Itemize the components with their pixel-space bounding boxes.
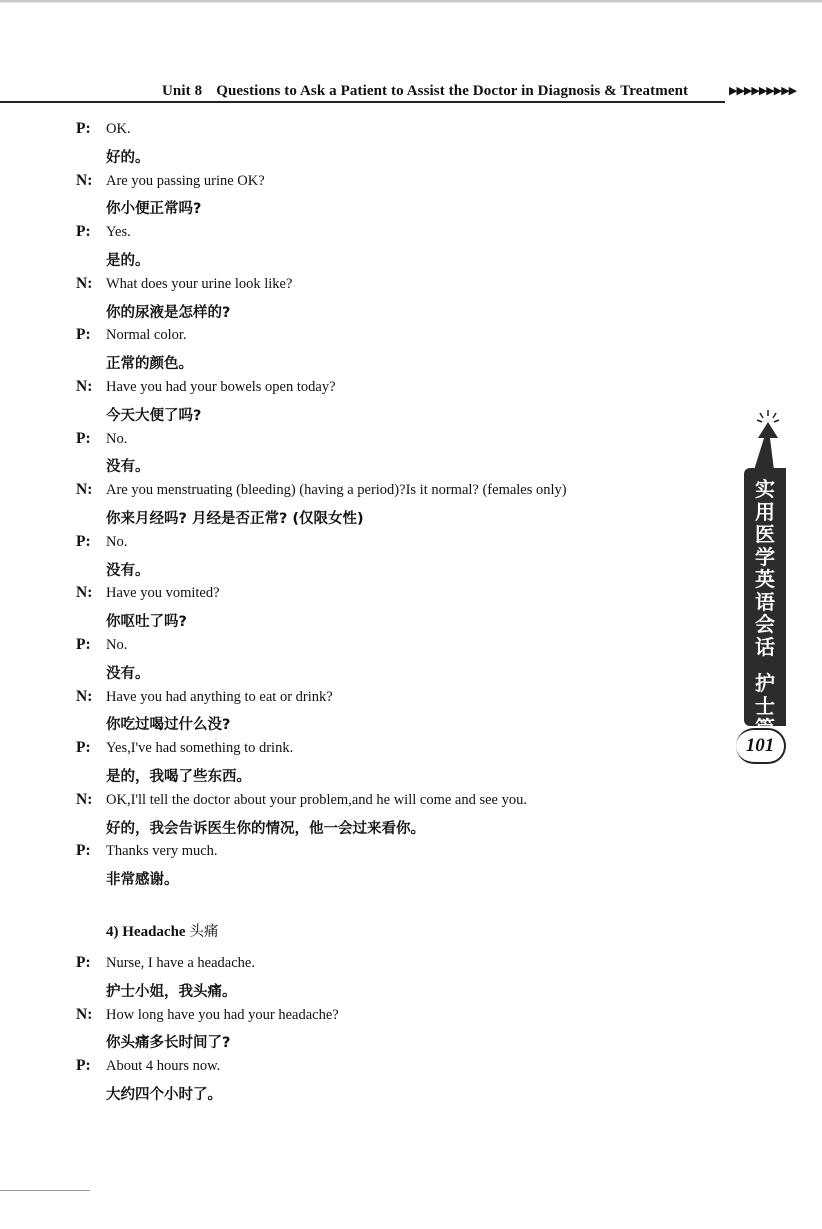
chinese-text: 你头痛多长时间了? [106, 1035, 231, 1052]
chinese-text: 正常的颜色。 [106, 356, 193, 373]
speaker-label: P: [76, 326, 91, 344]
dialog-line-en [76, 636, 716, 662]
dialog-line-en [76, 430, 716, 456]
english-text: Normal color. [106, 327, 187, 344]
dialogue [76, 120, 716, 1109]
dialog-line-en [76, 1057, 716, 1083]
english-text: Are you menstruating (bleeding) (having a period)?Is it normal? (females only) [106, 482, 567, 499]
english-text: OK. [106, 121, 131, 137]
dialog-line-en [76, 791, 716, 817]
dialog-line-en [76, 275, 716, 301]
chinese-text: 没有。 [106, 562, 150, 579]
speaker-label: N: [76, 171, 93, 189]
section-title-en: Headache [122, 923, 186, 940]
speaker-label: N: [76, 790, 93, 808]
speaker-label: P: [76, 739, 91, 757]
header-arrows: ▶▶▶▶▶▶▶▶▶ [729, 84, 797, 97]
dialog-line-en [76, 688, 716, 714]
dialog-line-en [76, 378, 716, 404]
chinese-text: 是的，我喝了些东西。 [106, 768, 251, 785]
dialog-line-zh [76, 765, 716, 791]
chinese-text: 你来月经吗? 月经是否正常? (仅限女性) [106, 510, 364, 527]
side-tab [736, 408, 796, 778]
dialog-line-zh [76, 559, 716, 585]
chinese-text: 你小便正常吗? [106, 201, 202, 218]
dialog-line-zh [76, 507, 716, 533]
speaker-label: N: [76, 274, 93, 292]
dialog-line-en [76, 533, 716, 559]
dialog-line-zh [76, 249, 716, 275]
dialog-line-en [76, 481, 716, 507]
section-number: 4) [106, 923, 119, 940]
unit-title: Questions to Ask a Patient to Assist the Doctor in Diagnosis & Treatment [216, 83, 689, 99]
english-text: Have you had your bowels open today? [106, 378, 336, 395]
english-text: What does your urine look like? [106, 275, 293, 292]
speaker-label: P: [76, 223, 91, 241]
speaker-label: N: [76, 687, 93, 705]
chinese-text: 你呕吐了吗? [106, 614, 187, 631]
dialog-line-en [76, 954, 716, 980]
chinese-text: 今天大便了吗? [106, 407, 202, 424]
dialog-line-en [76, 326, 716, 352]
chinese-text: 你的尿液是怎样的? [106, 304, 231, 321]
speaker-label: N: [76, 481, 93, 499]
dialog-line-zh [76, 980, 716, 1006]
english-text: Have you vomited? [106, 585, 220, 602]
chinese-text: 是的。 [106, 252, 150, 269]
chinese-text: 没有。 [106, 665, 150, 682]
sparkle-arrow-icon [740, 408, 790, 470]
dialog-line-zh [76, 713, 716, 739]
dialog-line-zh [76, 817, 716, 843]
english-text: Have you had anything to eat or drink? [106, 688, 333, 705]
dialog-line-zh [76, 1031, 716, 1057]
dialog-line-zh [76, 1083, 716, 1109]
dialog-line-en [76, 1006, 716, 1032]
english-text: Yes. [106, 224, 131, 241]
chinese-text: 好的。 [106, 149, 150, 166]
speaker-label: P: [76, 953, 91, 971]
unit-label: Unit 8 [162, 83, 203, 99]
dialog-line-zh [76, 352, 716, 378]
english-text: How long have you had your headache? [106, 1006, 339, 1023]
speaker-label: N: [76, 377, 93, 395]
dialog-line-en [76, 584, 716, 610]
running-header [0, 76, 822, 104]
bottom-rule [0, 1190, 90, 1191]
dialog-line-zh [76, 146, 716, 172]
side-bar [744, 468, 786, 740]
dialog-line-en [76, 223, 716, 249]
dialog-line-zh [76, 197, 716, 223]
dialog-line-zh [76, 455, 716, 481]
chinese-text: 你吃过喝过什么没? [106, 717, 231, 734]
book-title: 实 用 医 学 英 语 会 话 [755, 477, 775, 659]
english-text: Are you passing urine OK? [106, 172, 265, 189]
speaker-label: P: [76, 120, 91, 137]
dialog-line-zh [76, 662, 716, 688]
speaker-label: P: [76, 1057, 91, 1075]
english-text: No. [106, 430, 128, 447]
scan-edge [0, 0, 822, 3]
english-text: About 4 hours now. [106, 1058, 221, 1075]
english-text: No. [106, 636, 128, 653]
section-title-zh: 头痛 [189, 923, 219, 940]
speaker-label: N: [76, 584, 93, 602]
running-header-text [162, 83, 688, 100]
dialog-line-zh [76, 868, 716, 894]
dialog-line-en [76, 842, 716, 868]
speaker-label: P: [76, 842, 91, 860]
chinese-text: 大约四个小时了。 [106, 1086, 222, 1103]
header-rule [0, 101, 725, 103]
page-number: 101 [736, 728, 786, 764]
dialog-line-zh [76, 301, 716, 327]
dialog-line-en [76, 120, 716, 146]
english-text: Nurse, I have a headache. [106, 954, 255, 971]
chinese-text: 非常感谢。 [106, 872, 179, 889]
speaker-label: N: [76, 1005, 93, 1023]
english-text: No. [106, 533, 128, 550]
dialog-line-zh [76, 610, 716, 636]
volume-title: 护 士 篇 [755, 671, 775, 740]
dialog-line-en [76, 739, 716, 765]
speaker-label: P: [76, 429, 91, 447]
english-text: Yes,I've had something to drink. [106, 740, 294, 757]
dialog-line-en [76, 172, 716, 198]
dialog-line-zh [76, 404, 716, 430]
section-heading [76, 894, 716, 954]
english-text: Thanks very much. [106, 843, 218, 860]
chinese-text: 护士小姐，我头痛。 [106, 983, 237, 1000]
chinese-text: 好的，我会告诉医生你的情况，他一会过来看你。 [106, 820, 425, 837]
english-text: OK,I'll tell the doctor about your problem,and he will come and see you. [106, 791, 527, 808]
side-title [744, 478, 786, 740]
speaker-label: P: [76, 635, 91, 653]
speaker-label: P: [76, 532, 91, 550]
chinese-text: 没有。 [106, 459, 150, 476]
